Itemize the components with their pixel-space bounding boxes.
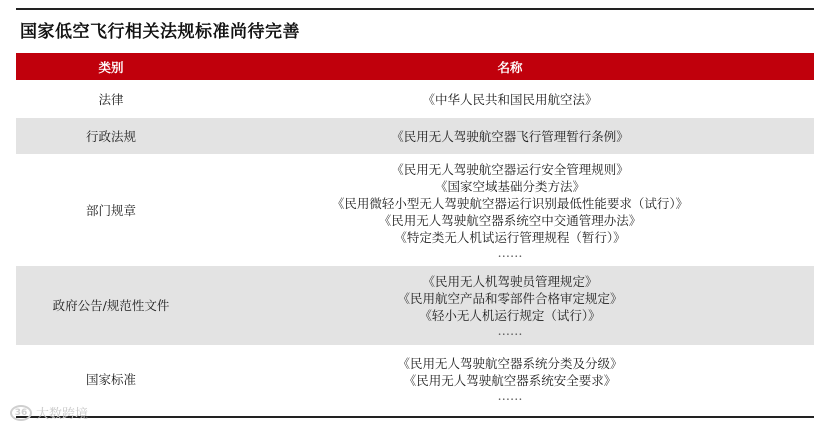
regulation-name: 《民用无人驾驶航空器运行安全管理规则》 (391, 161, 629, 177)
category-cell: 部门规章 (85, 202, 136, 218)
regulation-name: 《中华人民共和国民用航空法》 (422, 91, 598, 107)
table-row (16, 266, 814, 345)
table-row (16, 345, 814, 413)
watermark-logo-icon: 36 (10, 405, 32, 421)
more-ellipsis: …… (497, 244, 523, 260)
top-rule (16, 8, 814, 10)
watermark-text: 大数跨境 (36, 407, 89, 422)
names-cell (206, 154, 814, 266)
names-cell (206, 80, 814, 118)
watermark (10, 403, 88, 422)
category-cell: 行政法规 (16, 118, 206, 154)
category-cell: 国家标准 (85, 371, 136, 387)
page-title: 国家低空飞行相关法规标准尚待完善 (20, 22, 300, 42)
header-name: 名称 (206, 53, 814, 80)
category-cell: 政府公告/规范性文件 (16, 266, 206, 345)
table-row (16, 80, 814, 118)
table-row (16, 118, 814, 154)
regulation-name: 《民用无人驾驶航空器系统空中交通管理办法》 (378, 212, 642, 228)
regulations-table (16, 53, 814, 413)
header-category: 类别 (16, 53, 206, 80)
regulation-name: 《特定类无人机试运行管理规程（暂行）》 (394, 229, 626, 245)
regulation-name: 《民用无人机驾驶员管理规定》 (422, 274, 598, 289)
names-cell (206, 266, 814, 345)
table-row (16, 154, 814, 266)
regulation-name: 《国家空域基础分类方法》 (434, 178, 585, 194)
more-ellipsis: …… (497, 323, 523, 338)
regulation-name: 《轻小无人机运行规定（试行）》 (419, 308, 601, 323)
regulation-name: 《民用无人驾驶航空器系统安全要求》 (403, 373, 617, 388)
regulation-name: 《民用航空产品和零部件合格审定规定》 (397, 291, 623, 306)
regulation-name: 《民用无人驾驶航空器系统分类及分级》 (397, 356, 623, 371)
more-ellipsis: …… (497, 388, 523, 403)
regulation-name: 《民用无人驾驶航空器飞行管理暂行条例》 (391, 128, 629, 144)
names-cell (206, 345, 814, 413)
names-cell (206, 118, 814, 154)
table-header-row (16, 53, 814, 80)
bottom-rule (16, 416, 814, 418)
category-cell: 法律 (98, 91, 124, 107)
regulation-name: 《民用微轻小型无人驾驶航空器运行识别最低性能要求（试行）》 (331, 195, 689, 211)
